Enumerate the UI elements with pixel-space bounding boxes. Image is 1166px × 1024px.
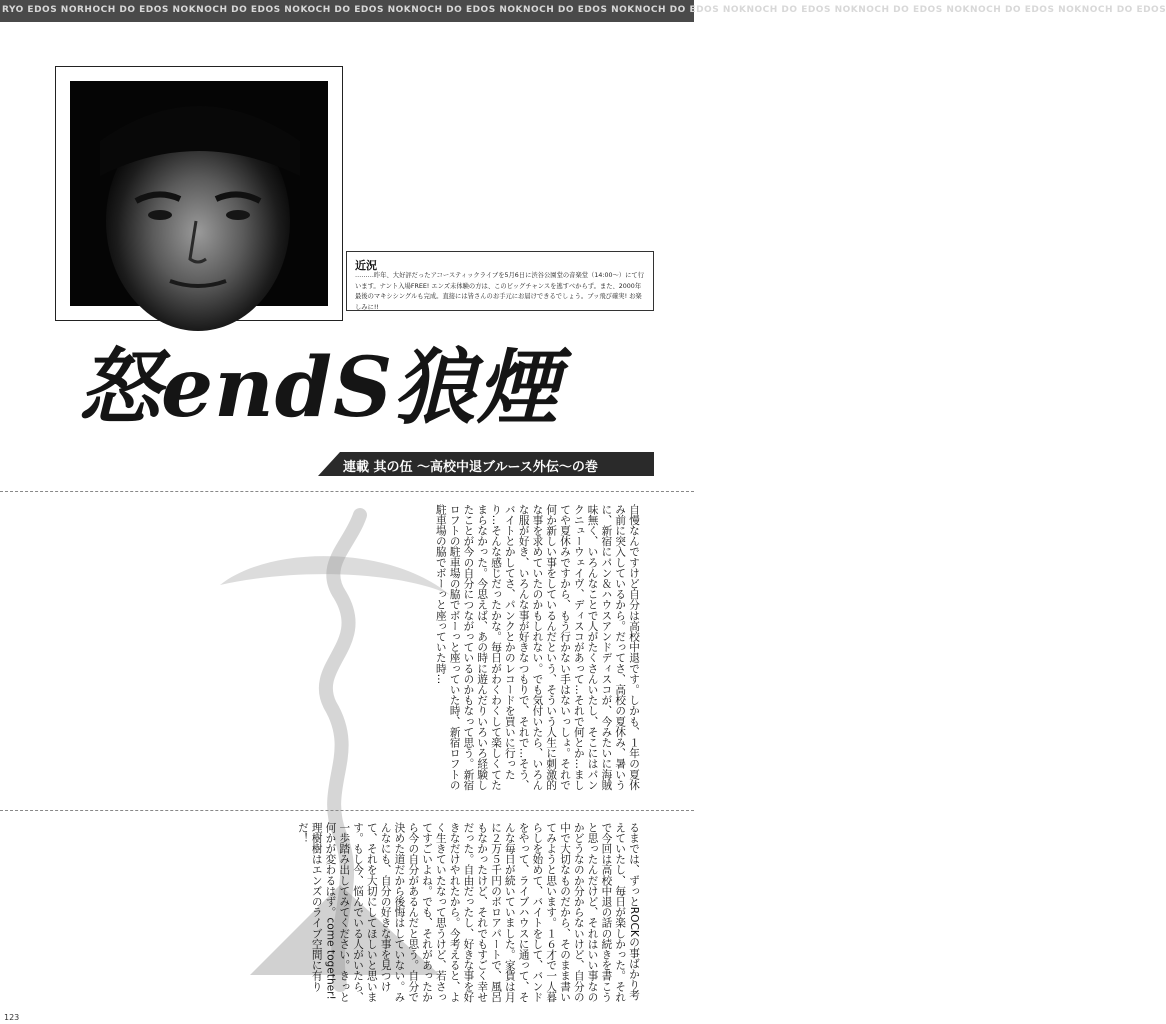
divider-upper bbox=[0, 491, 694, 492]
header-band bbox=[0, 0, 1166, 22]
series-title: 連載 其の伍 〜高校中退ブルース外伝〜の巻 bbox=[343, 460, 598, 475]
news-title: 近況 bbox=[355, 259, 377, 272]
divider-lower bbox=[0, 810, 694, 811]
page-number: 123 bbox=[4, 1013, 20, 1022]
portrait-image bbox=[70, 81, 328, 306]
series-logo: 怒endS狼煙 bbox=[78, 340, 560, 436]
article-upper-text: 自慢なんですけど自分は高校中退です。しかも、１年の夏休み前に突入しているから。だってさ、高校の夏休み、暑いうに、新宿にパン＆ハウスアンドディスコが、今みたいに海賊味無く、いろんなことで人がたくさんいたし、そこにはパンクニューウェイヴ、ディスコがあって…それで何とか…ましてや夏休みですから、もう行かない手はないっしょ。それで何か新しい事をしているんだという、そういう人生に刺激的な事を求めていたのかもしれない。でも気付いたら、いろんな服が好き、いろんな事が好きなつもりで、それで…そう、バイトとかしてさ、パンクとかのレコードを買いに行ったり…そんな感じだったかな。毎日がわくわくして楽しくてたまらなかった。今思えば、あの時に遊んだりいろいろ経験したことが今の自分につながっているのかもなって思う。新宿ロフトの駐車場の脇でボーっと座っていた時、新宿ロフトの駐車場の脇でボーっと座っていた時… bbox=[434, 504, 640, 791]
header-band-text: RYO EDOS NORHOCH DO EDOS NOKNOCH DO EDOS NOKOCH DO EDOS NOKNOCH DO EDOS NOKNOCH DO EDOS NOKNOCH DO EDOS NOKNOCH DO EDOS NOKNOCH DO EDOS NOKNOCH DO EDOS NOKNOCH DO EDOS bbox=[2, 5, 1166, 15]
news-box bbox=[346, 251, 654, 311]
article-lower-text: るまでは、ずっとROCKの事ばかり考えていたし、毎日が楽しかった。それで今回は高校中退の話の続きを書こうと思ったんだけど、それはいい事なのかどうなのか分からないけど、自分の中で大切なものだから、そのまま書いてみようと思います。１６才で一人暮らしを始めて、バイトをして、バンドをやって、ライブハウスに通って、そんな毎日が続いていました。家賃は月に２万５千円のボロアパートで、風呂もなかったけど、それでもすごく幸せだった。自由だったし、好きな事を好きなだけやれたから。今考えると、よく生きていたなって思うけど、若さってすごいよね。でも、それがあったから今の自分があるんだと思う。自分で決めた道だから後悔はしていない。みんなにも、自分の好きな事を見つけて、それを大切にしてほしいと思います。もし今、悩んでいる人がいたら、一歩踏み出してみてください。きっと何かが変わるはず。come together! 理樹樹はエンズのライブ空間に有りだ！ bbox=[296, 822, 640, 1003]
news-body: ………昨年、大好評だったアコースティックライブを5月6日に渋谷公園堂の音楽堂（14:00〜）にて行います。ナント入場FREE! エンズ未体験の方は、このビッグチャンスを逃すべからず。また、2000年最後のマキシシングルも完成。直接には皆さんのお手元にお届けできるでしょう。ブッ飛び確実! お楽しみに!! bbox=[355, 272, 644, 311]
series-bar-tip bbox=[318, 452, 340, 476]
portrait-frame bbox=[55, 66, 343, 321]
portrait-photo bbox=[70, 81, 328, 306]
